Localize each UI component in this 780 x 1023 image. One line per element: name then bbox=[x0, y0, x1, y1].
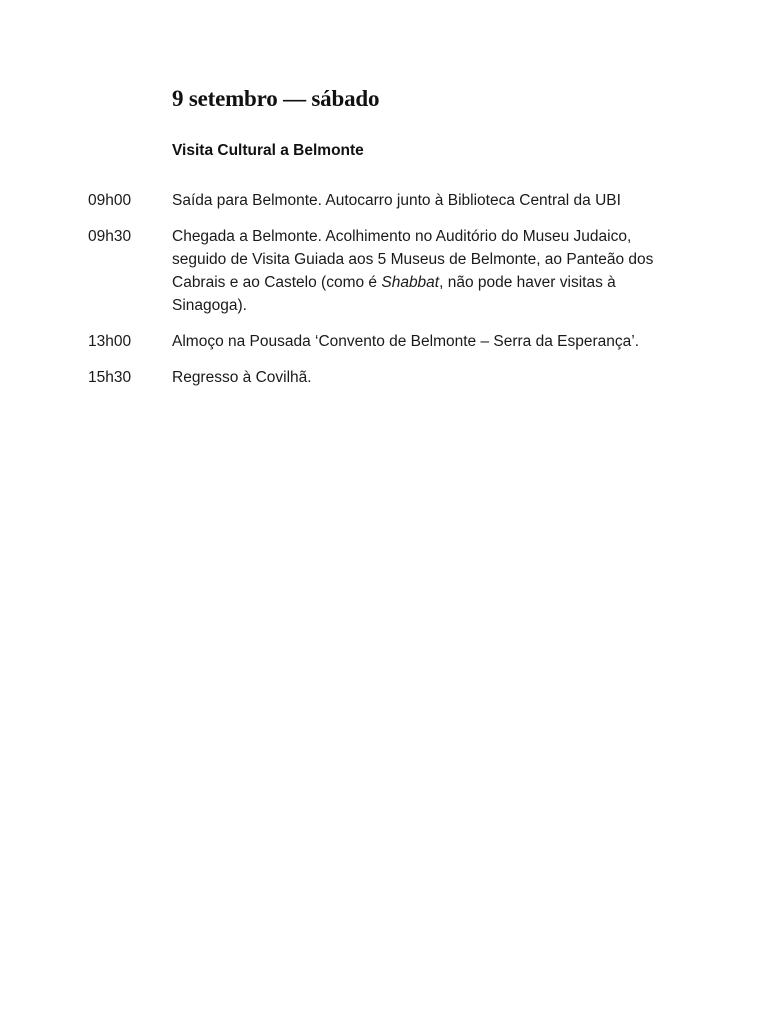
schedule-description: Regresso à Covilhã. bbox=[172, 369, 312, 386]
schedule-time: 15h30 bbox=[88, 369, 132, 386]
event-title: Visita Cultural a Belmonte bbox=[172, 142, 364, 159]
schedule-list bbox=[88, 189, 708, 402]
day-title: 9 setembro — sábado bbox=[172, 86, 380, 111]
schedule-row bbox=[88, 189, 708, 212]
schedule-description: Almoço na Pousada ‘Convento de Belmonte – Serra da Esperança’. bbox=[172, 333, 640, 350]
schedule-row bbox=[88, 225, 708, 317]
description-text: Chegada a Belmonte. Acolhimento no Auditório do Museu Judaico, seguido de Visita Guiada aos 5 Museus de Belmonte, ao Panteão dos Cabrais e ao Castelo (como é bbox=[172, 228, 654, 291]
schedule-time: 13h00 bbox=[88, 333, 132, 350]
schedule-description: Saída para Belmonte. Autocarro junto à Biblioteca Central da UBI bbox=[172, 192, 621, 209]
description-italic-text: Shabbat bbox=[381, 274, 440, 291]
schedule-time: 09h00 bbox=[88, 192, 132, 209]
schedule-description bbox=[172, 225, 687, 317]
schedule-row bbox=[88, 330, 708, 353]
description-text: , não pode haver visitas à Sinagoga). bbox=[172, 274, 616, 314]
schedule-row bbox=[88, 366, 708, 389]
schedule-time: 09h30 bbox=[88, 228, 132, 245]
